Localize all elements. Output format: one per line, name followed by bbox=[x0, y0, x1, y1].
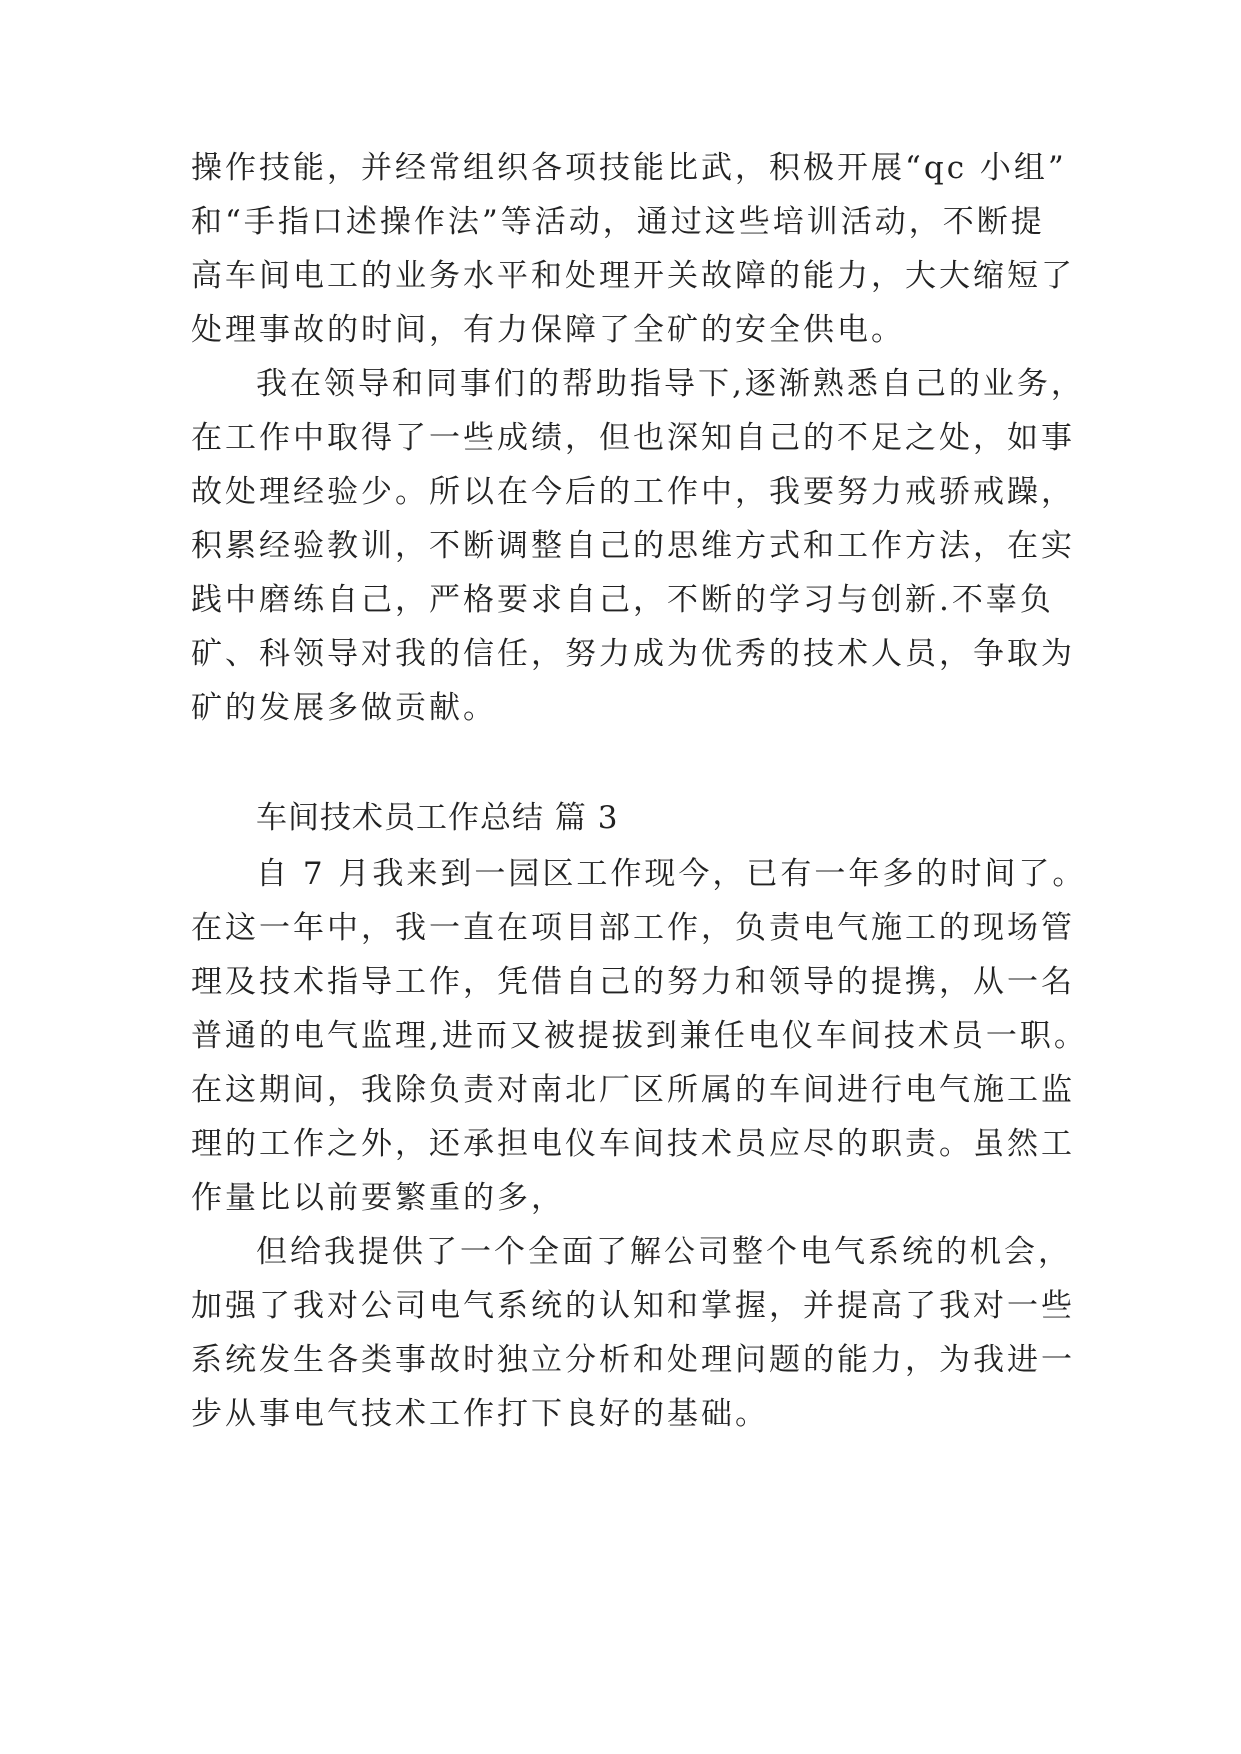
paragraph-4-line-3: 系统发生各类事故时独立分析和处理问题的能力，为我进一 bbox=[191, 1342, 1075, 1378]
paragraph-4-line-4: 步从事电气技术工作打下良好的基础。 bbox=[191, 1396, 769, 1432]
paragraph-3-line-6: 理的工作之外，还承担电仪车间技术员应尽的职责。虽然工 bbox=[191, 1126, 1075, 1162]
paragraph-1-line-2: 和“手指口述操作法”等活动，通过这些培训活动，不断提 bbox=[191, 204, 1045, 240]
paragraph-2-line-7: 矿的发展多做贡献。 bbox=[191, 690, 497, 726]
paragraph-3-line-3: 理及技术指导工作，凭借自己的努力和领导的提携，从一名 bbox=[191, 964, 1075, 1000]
section-title: 车间技术员工作总结 篇 3 bbox=[256, 800, 619, 836]
paragraph-3-line-5: 在这期间，我除负责对南北厂区所属的车间进行电气施工监 bbox=[191, 1072, 1075, 1108]
paragraph-1-line-4: 处理事故的时间，有力保障了全矿的安全供电。 bbox=[191, 312, 905, 348]
paragraph-2-line-6: 矿、科领导对我的信任，努力成为优秀的技术人员，争取为 bbox=[191, 636, 1075, 672]
paragraph-4-line-2: 加强了我对公司电气系统的认知和掌握，并提高了我对一些 bbox=[191, 1288, 1075, 1324]
paragraph-2-line-3: 故处理经验少。所以在今后的工作中，我要努力戒骄戒躁， bbox=[191, 474, 1075, 510]
paragraph-2-line-5: 践中磨练自己，严格要求自己，不断的学习与创新.不辜负 bbox=[191, 582, 1054, 618]
paragraph-2-line-2: 在工作中取得了一些成绩，但也深知自己的不足之处，如事 bbox=[191, 420, 1075, 456]
paragraph-2-line-4: 积累经验教训，不断调整自己的思维方式和工作方法，在实 bbox=[191, 528, 1075, 564]
paragraph-1-line-1: 操作技能，并经常组织各项技能比武，积极开展“qc 小组” bbox=[191, 150, 1067, 186]
paragraph-2-line-1: 我在领导和同事们的帮助指导下,逐渐熟悉自己的业务， bbox=[256, 366, 1085, 402]
paragraph-3-line-2: 在这一年中，我一直在项目部工作，负责电气施工的现场管 bbox=[191, 910, 1075, 946]
paragraph-1-line-3: 高车间电工的业务水平和处理开关故障的能力，大大缩短了 bbox=[191, 258, 1075, 294]
paragraph-3-line-7: 作量比以前要繁重的多， bbox=[191, 1180, 565, 1216]
paragraph-3-line-1: 自 7 月我来到一园区工作现今，已有一年多的时间了。 bbox=[256, 856, 1087, 892]
paragraph-3-line-4: 普通的电气监理,进而又被提拔到兼任电仪车间技术员一职。 bbox=[191, 1018, 1088, 1054]
paragraph-4-line-1: 但给我提供了一个全面了解公司整个电气系统的机会， bbox=[256, 1234, 1072, 1270]
